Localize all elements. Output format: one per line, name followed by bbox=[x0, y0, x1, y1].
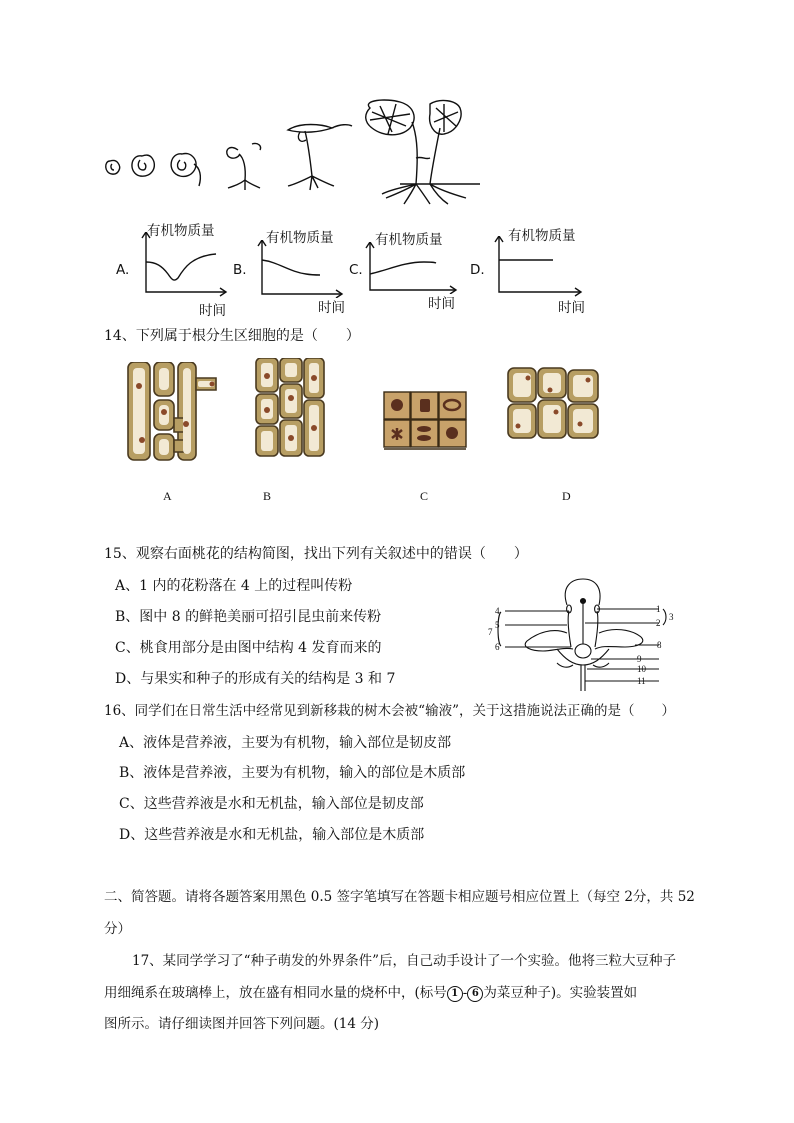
q15-option-c: C、桃食用部分是由图中结构 4 发育而来的 bbox=[115, 640, 382, 656]
q15-option-a: A、1 内的花粉落在 4 上的过程叫传粉 bbox=[115, 578, 353, 594]
flower-label-11: 11 bbox=[637, 676, 646, 686]
q16-option-c: C、这些营养液是水和无机盐，输入部位是韧皮部 bbox=[119, 796, 424, 812]
q14-stem: 14、下列属于根分生区细胞的是（ ） bbox=[104, 328, 360, 344]
young-plant-icon bbox=[366, 100, 480, 204]
flower-stigma bbox=[581, 599, 586, 604]
flower-label-1: 1 bbox=[656, 604, 661, 614]
graph-b-letter: B. bbox=[233, 262, 247, 278]
flower-stamen-left bbox=[568, 611, 571, 647]
seed-1-icon bbox=[106, 160, 120, 174]
graph-c-plot bbox=[364, 242, 460, 294]
seed-3-icon bbox=[171, 153, 200, 186]
q14-label-c: C bbox=[420, 489, 429, 503]
flower-label-4: 4 bbox=[495, 606, 500, 616]
section2-heading-line1: 二、简答题。请将各题答案用黑色 0.5 签字笔填写在答题卡相应题号相应位置上（每空 2分，共 52 bbox=[104, 889, 695, 905]
seedling-sprout-icon bbox=[288, 125, 352, 191]
seed-2-icon bbox=[132, 155, 154, 176]
q17-line2 bbox=[104, 984, 637, 1002]
flower-label-10: 10 bbox=[637, 664, 646, 674]
q14-label-b: B bbox=[263, 489, 272, 503]
flower-label-8: 8 bbox=[657, 640, 662, 650]
flower-receptacle bbox=[557, 649, 609, 665]
flower-left-petal bbox=[525, 631, 573, 651]
graph-b-curve bbox=[262, 260, 320, 275]
q14-cell-image-c bbox=[382, 390, 468, 452]
graph-c-letter: C. bbox=[349, 262, 363, 278]
flower-label-6: 6 bbox=[495, 642, 500, 652]
q14-label-d: D bbox=[562, 489, 571, 503]
flower-label-7: 7 bbox=[488, 627, 493, 637]
q14-label-a: A bbox=[163, 489, 172, 503]
q14-cell-image-d bbox=[506, 366, 600, 440]
q17-circle-end: 6 bbox=[467, 986, 483, 1002]
flower-label-9: 9 bbox=[637, 654, 642, 664]
q16-option-a: A、液体是营养液，主要为有机物，输入部位是韧皮部 bbox=[119, 735, 452, 751]
flower-ovary bbox=[575, 644, 591, 658]
graph-c-ylabel: 有机物质量 bbox=[375, 232, 443, 248]
graph-d-axes bbox=[499, 236, 581, 292]
flower-label-3: 3 bbox=[669, 612, 674, 622]
graph-d-letter: D. bbox=[470, 262, 485, 278]
graph-c-axes bbox=[370, 242, 456, 290]
graph-a-axes bbox=[146, 232, 226, 292]
q17-line2-after: 为菜豆种子)。实验装置如 bbox=[483, 985, 638, 1001]
q17-circle-start: 1 bbox=[447, 986, 463, 1002]
flower-right-petal bbox=[595, 630, 643, 649]
flower-label-2: 2 bbox=[656, 618, 661, 628]
q14-cell-image-a bbox=[124, 362, 220, 462]
q15-option-d: D、与果实和种子的形成有关的结构是 3 和 7 bbox=[115, 671, 396, 687]
q15-option-b: B、图中 8 的鲜艳美丽可招引昆虫前来传粉 bbox=[115, 609, 382, 625]
graph-a-letter: A. bbox=[116, 262, 130, 278]
graph-a-ylabel: 有机物质量 bbox=[147, 223, 215, 239]
peach-flower-diagram bbox=[487, 575, 687, 693]
germination-sequence-illustration bbox=[100, 98, 500, 206]
q17-range-sep: - bbox=[462, 985, 468, 1001]
section2-heading-line2: 分） bbox=[104, 921, 131, 937]
graph-a-curve bbox=[146, 254, 216, 280]
flower-label-5: 5 bbox=[495, 620, 500, 630]
seedling-hook-icon bbox=[227, 143, 261, 190]
graph-d-xlabel: 时间 bbox=[558, 300, 585, 316]
graph-d-plot bbox=[493, 236, 585, 298]
q14-cell-image-b bbox=[254, 358, 326, 458]
q17-line2-before: 用细绳系在玻璃棒上，放在盛有相同水量的烧杯中，(标号 bbox=[104, 985, 447, 1001]
graph-b-plot bbox=[256, 240, 346, 298]
graph-d-ylabel: 有机物质量 bbox=[508, 228, 576, 244]
q16-option-d: D、这些营养液是水和无机盐，输入部位是木质部 bbox=[119, 827, 425, 843]
q17-line1: 17、某同学学习了“种子萌发的外界条件”后，自己动手设计了一个实验。他将三粒大豆种子 bbox=[132, 953, 676, 969]
graph-c-xlabel: 时间 bbox=[428, 296, 455, 312]
flower-sepal-right bbox=[593, 663, 609, 667]
graph-a-plot bbox=[140, 232, 230, 298]
q16-stem: 16、同学们在日常生活中经常见到新移栽的树木会被“输液”，关于这措施说法正确的是（ ） bbox=[104, 703, 675, 719]
q15-stem: 15、观察右面桃花的结构简图，找出下列有关叙述中的错误（ ） bbox=[104, 546, 528, 562]
flower-stalk bbox=[581, 665, 585, 691]
graph-a-xlabel: 时间 bbox=[199, 303, 226, 319]
flower-sepal-left bbox=[557, 663, 573, 667]
graph-b-xlabel: 时间 bbox=[318, 300, 345, 316]
q16-option-b: B、液体是营养液，主要为有机物，输入的部位是木质部 bbox=[119, 765, 466, 781]
graph-b-ylabel: 有机物质量 bbox=[266, 230, 334, 246]
graph-c-curve bbox=[370, 262, 436, 274]
graph-b-axes bbox=[262, 240, 342, 294]
q17-line3: 图所示。请仔细读图并回答下列问题。(14 分) bbox=[104, 1016, 380, 1032]
flower-stamen-right bbox=[595, 611, 598, 647]
